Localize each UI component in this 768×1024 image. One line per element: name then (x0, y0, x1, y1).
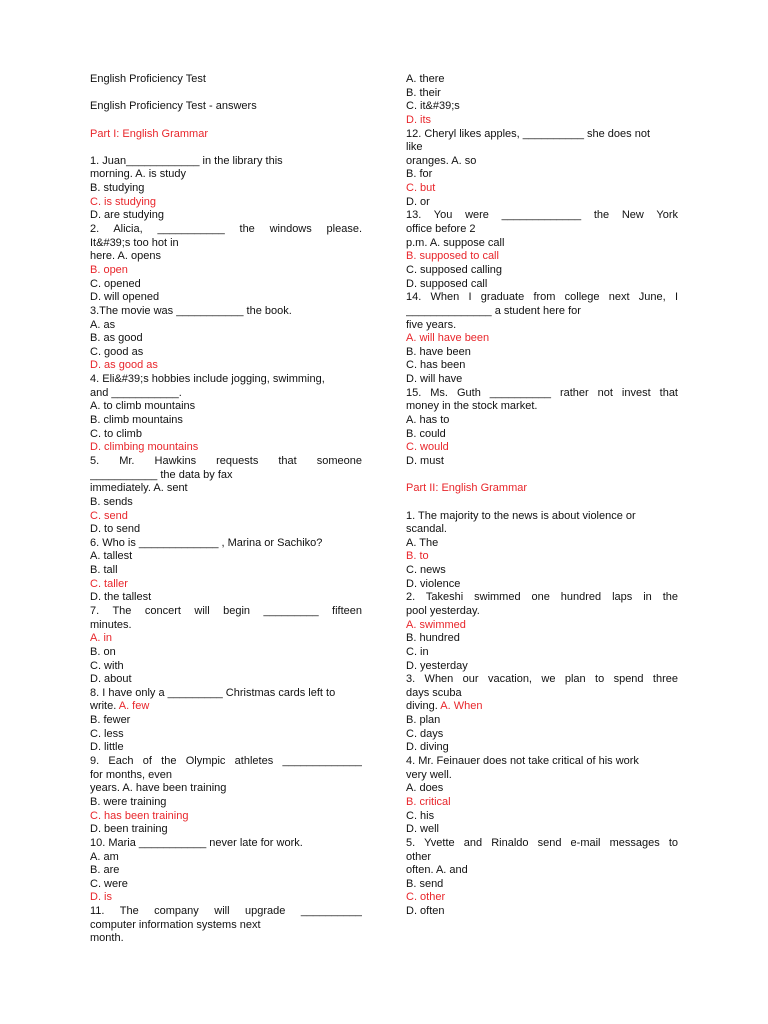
line-text: 4. Eli&#39;s hobbies include jogging, swimming, (90, 373, 325, 386)
text-line (406, 564, 678, 578)
line-text: immediately. A. sent (90, 482, 188, 495)
text-line (90, 346, 362, 360)
line-text: B. for (406, 168, 433, 181)
text-line (90, 278, 362, 292)
text-line (90, 605, 362, 619)
line-text: 8. I have only a _________ Christmas cards left to (90, 686, 336, 699)
text-line (90, 209, 362, 223)
answer-line (406, 482, 678, 496)
line-text: pool yesterday. (406, 604, 480, 617)
line-text: B. were training (90, 795, 167, 808)
line-text: D. its (406, 113, 432, 126)
line-text: A. will have been (406, 332, 490, 345)
line-text: morning. A. is study (90, 168, 186, 181)
text-line (406, 128, 678, 142)
line-text: C. opened (90, 277, 141, 290)
line-text: English Proficiency Test (90, 73, 206, 85)
text-line (406, 87, 678, 101)
line-text: 11. The company will upgrade __________ (90, 905, 362, 918)
right-column (406, 73, 678, 919)
answer-line (406, 619, 678, 633)
answer-line (406, 182, 678, 196)
line-text: ______________ a student here for (406, 304, 581, 317)
line-text: D. to send (90, 523, 141, 536)
answer-line (406, 250, 678, 264)
text-line (406, 291, 678, 305)
line-text: A. as (90, 318, 116, 331)
line-text: 2. Alicia, ___________ the windows please. (90, 223, 362, 236)
text-line (406, 810, 678, 824)
blank-line (406, 469, 678, 483)
line-text: 3.The movie was ___________ the book. (90, 304, 292, 317)
line-text: D. will have (406, 373, 463, 386)
text-line (90, 523, 362, 537)
text-line (406, 196, 678, 210)
line-text: B. are (90, 864, 120, 877)
answer-line (90, 128, 362, 142)
line-text: very well. (406, 768, 452, 781)
line-text: years. A. have been training (90, 782, 227, 795)
text-line (90, 673, 362, 687)
line-text: C. it&#39;s (406, 100, 460, 113)
text-line (90, 687, 362, 701)
line-text: C. with (90, 659, 124, 672)
text-line (406, 660, 678, 674)
line-text: 5. Yvette and Rinaldo send e-mail messages to (406, 836, 678, 849)
text-line (90, 237, 362, 251)
answer-line (406, 332, 678, 346)
text-line (406, 278, 678, 292)
text-line (406, 537, 678, 551)
text-line (406, 864, 678, 878)
line-text: B. critical (406, 795, 451, 808)
text-line (406, 155, 678, 169)
text-line (406, 632, 678, 646)
line-text: C. in (406, 645, 429, 658)
text-line (90, 373, 362, 387)
text-line (406, 878, 678, 892)
line-text: B. tall (90, 564, 118, 577)
text-line (406, 523, 678, 537)
text-line (406, 714, 678, 728)
text-line (90, 755, 362, 769)
line-text: B. climb mountains (90, 414, 183, 427)
text-line (406, 373, 678, 387)
line-text: diving. (406, 700, 441, 713)
blank-line (90, 141, 362, 155)
text-line (90, 155, 362, 169)
text-line (406, 905, 678, 919)
text-line (90, 796, 362, 810)
line-text: D. as good as (90, 359, 158, 372)
text-line (90, 537, 362, 551)
line-text: 5. Mr. Hawkins requests that someone (90, 454, 362, 467)
line-text: B. hundred (406, 632, 460, 645)
text-line (406, 428, 678, 442)
text-line (406, 387, 678, 401)
text-line (406, 837, 678, 851)
line-text: C. other (406, 891, 446, 904)
line-text: D. yesterday (406, 659, 468, 672)
line-text: 2. Takeshi swimmed one hundred laps in the (406, 591, 678, 604)
line-text: minutes. (90, 618, 132, 631)
line-text: 7. The concert will begin _________ fifteen (90, 604, 362, 617)
line-text: A. does (406, 782, 444, 795)
left-column (90, 73, 362, 946)
line-text: D. must (406, 454, 444, 467)
text-line (406, 73, 678, 87)
text-line (90, 73, 362, 87)
line-text: office before 2 (406, 223, 476, 236)
text-line (90, 250, 362, 264)
text-line (90, 414, 362, 428)
line-text: B. plan (406, 714, 441, 727)
text-line (90, 319, 362, 333)
text-line (90, 482, 362, 496)
line-text: 12. Cheryl likes apples, __________ she does not (406, 127, 651, 140)
line-text: B. on (90, 645, 116, 658)
line-text: scandal. (406, 523, 447, 536)
line-text: A. swimmed (406, 618, 466, 631)
text-line (90, 591, 362, 605)
line-text: computer information systems next (90, 918, 261, 931)
text-line (90, 905, 362, 919)
text-line (90, 700, 362, 714)
line-text: D. well (406, 823, 440, 836)
line-text: oranges. A. so (406, 154, 477, 167)
line-text: C. supposed calling (406, 263, 503, 276)
line-text: B. to (406, 550, 429, 563)
text-line (90, 305, 362, 319)
line-text: C. were (90, 877, 128, 890)
line-text: Part II: English Grammar (406, 482, 528, 495)
text-line (406, 510, 678, 524)
line-text: A. there (406, 73, 445, 85)
line-text: C. but (406, 182, 436, 195)
answer-inline: A. When (440, 700, 483, 713)
line-text: days scuba (406, 686, 462, 699)
text-line (90, 455, 362, 469)
answer-inline: A. few (118, 700, 150, 713)
line-text: ___________ the data by fax (90, 468, 233, 481)
line-text: 1. Juan____________ in the library this (90, 154, 283, 167)
answer-line (90, 264, 362, 278)
line-text: five years. (406, 318, 457, 331)
text-line (90, 646, 362, 660)
text-line (406, 400, 678, 414)
text-line (90, 741, 362, 755)
line-text: C. less (90, 727, 124, 740)
line-text: B. as good (90, 332, 143, 345)
line-text: A. am (90, 850, 119, 863)
line-text: B. send (406, 877, 444, 890)
text-line (90, 919, 362, 933)
text-line (90, 400, 362, 414)
line-text: A. to climb mountains (90, 400, 196, 413)
line-text: D. is (90, 891, 112, 904)
text-line (90, 878, 362, 892)
blank-line (406, 496, 678, 510)
text-line (406, 851, 678, 865)
text-line (90, 550, 362, 564)
line-text: D. about (90, 673, 132, 686)
text-line (406, 591, 678, 605)
blank-line (90, 87, 362, 101)
line-text: C. taller (90, 577, 128, 590)
line-text: C. send (90, 509, 128, 522)
text-line (90, 428, 362, 442)
line-text: A. in (90, 632, 113, 645)
line-text: B. have been (406, 345, 471, 358)
text-line (406, 209, 678, 223)
text-line (406, 673, 678, 687)
line-text: English Proficiency Test - answers (90, 100, 257, 113)
line-text: 14. When I graduate from college next June, I (406, 291, 678, 304)
text-line (406, 823, 678, 837)
text-line (406, 319, 678, 333)
line-text: often. A. and (406, 864, 468, 877)
text-line (406, 223, 678, 237)
text-line (90, 332, 362, 346)
text-line (406, 264, 678, 278)
text-line (90, 837, 362, 851)
answer-line (90, 810, 362, 824)
text-line (406, 728, 678, 742)
line-text: D. or (406, 195, 430, 208)
line-text: other (406, 850, 432, 863)
answer-line (90, 632, 362, 646)
line-text: C. good as (90, 345, 144, 358)
answer-line (406, 114, 678, 128)
line-text: B. studying (90, 182, 145, 195)
line-text: 13. You were _____________ the New York (406, 209, 678, 222)
text-line (406, 605, 678, 619)
line-text: write. (90, 700, 119, 713)
text-line (90, 769, 362, 783)
line-text: B. supposed to call (406, 250, 499, 263)
text-line (90, 714, 362, 728)
text-line (90, 619, 362, 633)
line-text: B. open (90, 263, 128, 276)
text-line (90, 864, 362, 878)
line-text: D. climbing mountains (90, 441, 199, 454)
text-line (90, 660, 362, 674)
text-line (406, 359, 678, 373)
line-text: D. little (90, 741, 124, 754)
line-text: D. been training (90, 823, 168, 836)
line-text: C. has been (406, 359, 466, 372)
text-line (90, 387, 362, 401)
text-line (90, 100, 362, 114)
line-text: C. to climb (90, 427, 142, 440)
line-text: Part I: English Grammar (90, 127, 208, 140)
text-line (90, 291, 362, 305)
line-text: C. news (406, 564, 446, 577)
text-line (90, 182, 362, 196)
answer-line (90, 441, 362, 455)
text-line (406, 141, 678, 155)
line-text: 10. Maria ___________ never late for work. (90, 836, 303, 849)
line-text: D. diving (406, 741, 449, 754)
line-text: D. often (406, 905, 445, 918)
text-line (406, 414, 678, 428)
text-line (90, 168, 362, 182)
line-text: It&#39;s too hot in (90, 236, 179, 249)
line-text: C. is studying (90, 195, 157, 208)
line-text: A. tallest (90, 550, 133, 563)
text-line (406, 237, 678, 251)
answer-line (406, 550, 678, 564)
line-text: 4. Mr. Feinauer does not take critical of his work (406, 755, 639, 768)
line-text: 6. Who is _____________ , Marina or Sachiko? (90, 536, 323, 549)
text-line (406, 168, 678, 182)
line-text: C. would (406, 441, 449, 454)
text-line (406, 755, 678, 769)
line-text: B. their (406, 86, 441, 99)
line-text: p.m. A. suppose call (406, 236, 505, 249)
line-text: B. sends (90, 495, 133, 508)
line-text: D. the tallest (90, 591, 152, 604)
line-text: D. will opened (90, 291, 160, 304)
text-line (90, 496, 362, 510)
text-line (406, 455, 678, 469)
line-text: B. fewer (90, 714, 131, 727)
answer-line (90, 510, 362, 524)
text-line (90, 851, 362, 865)
line-text: C. his (406, 809, 435, 822)
line-text: A. The (406, 536, 439, 549)
text-line (406, 578, 678, 592)
text-line (90, 932, 362, 946)
answer-line (90, 891, 362, 905)
text-line (406, 100, 678, 114)
line-text: C. has been training (90, 809, 189, 822)
answer-line (90, 196, 362, 210)
text-line (90, 782, 362, 796)
line-text: like (406, 141, 423, 154)
text-line (406, 346, 678, 360)
blank-line (90, 114, 362, 128)
line-text: money in the stock market. (406, 400, 538, 413)
answer-line (406, 441, 678, 455)
line-text: month. (90, 932, 124, 945)
line-text: 15. Ms. Guth __________ rather not invest that (406, 386, 678, 399)
text-line (90, 728, 362, 742)
line-text: here. A. opens (90, 250, 161, 263)
answer-line (90, 578, 362, 592)
text-line (406, 646, 678, 660)
text-line (406, 741, 678, 755)
text-line (90, 469, 362, 483)
text-line (406, 687, 678, 701)
text-line (406, 700, 678, 714)
text-line (406, 769, 678, 783)
line-text: B. could (406, 427, 446, 440)
answer-line (406, 891, 678, 905)
answer-line (90, 359, 362, 373)
line-text: 9. Each of the Olympic athletes _____________ (90, 755, 362, 768)
text-line (90, 223, 362, 237)
line-text: C. days (406, 727, 444, 740)
line-text: 1. The majority to the news is about violence or (406, 509, 636, 522)
line-text: A. has to (406, 414, 450, 427)
line-text: for months, even (90, 768, 172, 781)
text-line (406, 305, 678, 319)
line-text: D. are studying (90, 209, 164, 222)
line-text: 3. When our vacation, we plan to spend three (406, 673, 678, 686)
text-line (90, 823, 362, 837)
line-text: D. violence (406, 577, 461, 590)
text-line (406, 782, 678, 796)
answer-line (406, 796, 678, 810)
text-line (90, 564, 362, 578)
line-text: D. supposed call (406, 277, 488, 290)
line-text: and ___________. (90, 386, 182, 399)
